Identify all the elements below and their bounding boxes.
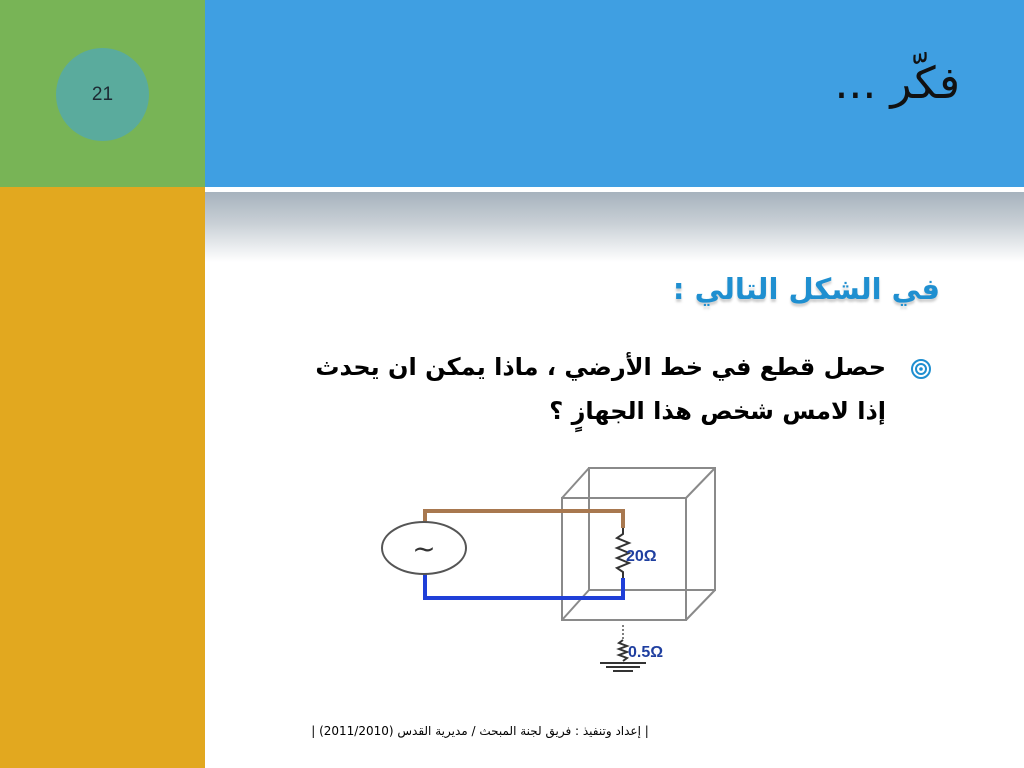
ac-source-icon: [382, 522, 466, 574]
gradient-band: [205, 192, 1024, 262]
ground-icon: [600, 663, 646, 671]
live-wire: [425, 511, 623, 530]
resistor-05: [619, 640, 627, 661]
circuit-diagram: [370, 460, 730, 685]
resistor-20-label: 20Ω: [626, 548, 657, 565]
neutral-wire: [425, 566, 623, 598]
page-number: 21: [91, 83, 114, 105]
slide-subtitle: في الشكل التالي :: [672, 272, 940, 306]
source-symbol: ~: [412, 532, 436, 565]
slide-title: فكّر ...: [834, 58, 960, 109]
resistor-05-label: 0.5Ω: [628, 644, 664, 661]
question-line-1: حصل قطع في خط الأرضي ، ماذا يمكن ان يحدث: [315, 353, 886, 381]
question-text: [246, 345, 886, 433]
target-bullet-icon: [910, 358, 932, 380]
page-number-badge: [56, 48, 149, 141]
left-gold-panel: [0, 187, 205, 768]
question-line-2: إذا لامس شخص هذا الجهازٍ ؟: [549, 397, 886, 425]
footer-credit: | إعداد وتنفيذ : فريق لجنة المبحث / مديرية القدس (2011/2010) |: [311, 724, 649, 738]
